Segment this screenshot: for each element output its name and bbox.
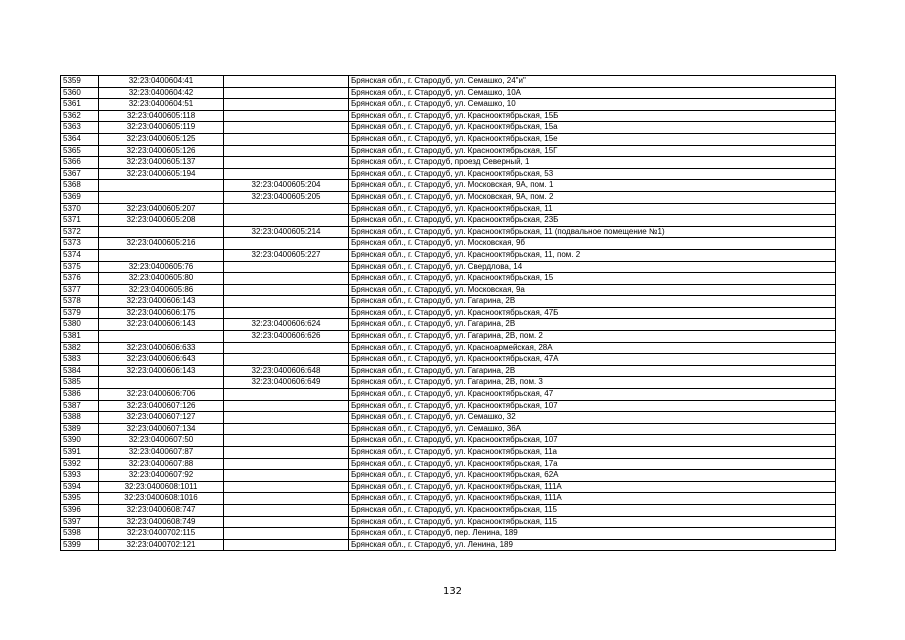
address-cell: Брянская обл., г. Стародуб, ул. Гагарина, 2В, пом. 2 (349, 331, 836, 343)
table-row (61, 331, 836, 343)
row-number-cell: 5396 (61, 504, 99, 516)
table-row (61, 354, 836, 366)
address-cell: Брянская обл., г. Стародуб, ул. Семашко, 32 (349, 412, 836, 424)
cadastral-number-cell: 32:23:0400608:1016 (99, 493, 224, 505)
premises-cadastral-number-cell: 32:23:0400606:626 (224, 331, 349, 343)
cadastral-number-cell: 32:23:0400608:747 (99, 504, 224, 516)
premises-cadastral-number-cell (224, 76, 349, 88)
cadastral-number-cell (99, 180, 224, 192)
table-row (61, 342, 836, 354)
row-number-cell: 5381 (61, 331, 99, 343)
cadastral-number-cell: 32:23:0400604:42 (99, 87, 224, 99)
table-row (61, 319, 836, 331)
address-cell: Брянская обл., г. Стародуб, ул. Краснооктябрьская, 11а (349, 447, 836, 459)
premises-cadastral-number-cell (224, 157, 349, 169)
address-cell: Брянская обл., г. Стародуб, ул. Ленина, 189 (349, 539, 836, 551)
table-row (61, 481, 836, 493)
premises-cadastral-number-cell (224, 99, 349, 111)
row-number-cell: 5361 (61, 99, 99, 111)
page-number: 132 (442, 586, 463, 597)
address-cell: Брянская обл., г. Стародуб, ул. Краснооктябрьская, 111А (349, 481, 836, 493)
premises-cadastral-number-cell: 32:23:0400605:204 (224, 180, 349, 192)
table-row (61, 110, 836, 122)
table-row (61, 435, 836, 447)
premises-cadastral-number-cell (224, 133, 349, 145)
cadastral-number-cell: 32:23:0400605:216 (99, 238, 224, 250)
premises-cadastral-number-cell (224, 342, 349, 354)
premises-cadastral-number-cell (224, 493, 349, 505)
table-row (61, 191, 836, 203)
cadastral-number-cell: 32:23:0400606:175 (99, 307, 224, 319)
address-cell: Брянская обл., г. Стародуб, ул. Краснооктябрьская, 15а (349, 122, 836, 134)
cadastral-number-cell: 32:23:0400606:143 (99, 365, 224, 377)
premises-cadastral-number-cell (224, 284, 349, 296)
row-number-cell: 5382 (61, 342, 99, 354)
row-number-cell: 5373 (61, 238, 99, 250)
cadastral-number-cell: 32:23:0400607:127 (99, 412, 224, 424)
cadastral-number-cell: 32:23:0400606:706 (99, 389, 224, 401)
row-number-cell: 5362 (61, 110, 99, 122)
table-row (61, 76, 836, 88)
cadastral-number-cell: 32:23:0400608:1011 (99, 481, 224, 493)
table-row (61, 389, 836, 401)
premises-cadastral-number-cell: 32:23:0400606:648 (224, 365, 349, 377)
premises-cadastral-number-cell: 32:23:0400606:624 (224, 319, 349, 331)
cadastral-number-cell: 32:23:0400702:121 (99, 539, 224, 551)
row-number-cell: 5377 (61, 284, 99, 296)
cadastral-number-cell: 32:23:0400605:207 (99, 203, 224, 215)
address-cell: Брянская обл., г. Стародуб, ул. Краснооктябрьская, 47А (349, 354, 836, 366)
row-number-cell: 5372 (61, 226, 99, 238)
premises-cadastral-number-cell (224, 447, 349, 459)
table-row (61, 99, 836, 111)
premises-cadastral-number-cell (224, 168, 349, 180)
row-number-cell: 5379 (61, 307, 99, 319)
premises-cadastral-number-cell (224, 423, 349, 435)
cadastral-number-cell: 32:23:0400607:87 (99, 447, 224, 459)
address-cell: Брянская обл., г. Стародуб, ул. Краснооктябрьская, 15 (349, 273, 836, 285)
table-row (61, 168, 836, 180)
table-row (61, 145, 836, 157)
row-number-cell: 5384 (61, 365, 99, 377)
row-number-cell: 5391 (61, 447, 99, 459)
address-cell: Брянская обл., г. Стародуб, ул. Краснооктябрьская, 23Б (349, 215, 836, 227)
cadastral-number-cell: 32:23:0400607:134 (99, 423, 224, 435)
premises-cadastral-number-cell (224, 87, 349, 99)
address-cell: Брянская обл., г. Стародуб, ул. Московская, 9а (349, 284, 836, 296)
registry-table-body (61, 76, 836, 551)
row-number-cell: 5388 (61, 412, 99, 424)
premises-cadastral-number-cell (224, 470, 349, 482)
table-row (61, 423, 836, 435)
premises-cadastral-number-cell: 32:23:0400605:205 (224, 191, 349, 203)
table-row (61, 539, 836, 551)
table-row (61, 296, 836, 308)
address-cell: Брянская обл., г. Стародуб, ул. Краснооктябрьская, 11 (349, 203, 836, 215)
row-number-cell: 5359 (61, 76, 99, 88)
address-cell: Брянская обл., г. Стародуб, ул. Гагарина, 2В (349, 296, 836, 308)
row-number-cell: 5386 (61, 389, 99, 401)
address-cell: Брянская обл., г. Стародуб, ул. Гагарина, 2В (349, 319, 836, 331)
row-number-cell: 5392 (61, 458, 99, 470)
row-number-cell: 5365 (61, 145, 99, 157)
address-cell: Брянская обл., г. Стародуб, ул. Семашко, 24"и" (349, 76, 836, 88)
cadastral-number-cell: 32:23:0400605:137 (99, 157, 224, 169)
table-row (61, 203, 836, 215)
cadastral-number-cell: 32:23:0400605:86 (99, 284, 224, 296)
cadastral-number-cell (99, 226, 224, 238)
registry-table (60, 75, 836, 551)
premises-cadastral-number-cell: 32:23:0400606:649 (224, 377, 349, 389)
cadastral-number-cell: 32:23:0400605:208 (99, 215, 224, 227)
address-cell: Брянская обл., г. Стародуб, ул. Краснооктябрьская, 11 (подвальное помещение №1) (349, 226, 836, 238)
row-number-cell: 5367 (61, 168, 99, 180)
table-row (61, 412, 836, 424)
premises-cadastral-number-cell (224, 273, 349, 285)
premises-cadastral-number-cell (224, 435, 349, 447)
premises-cadastral-number-cell (224, 238, 349, 250)
address-cell: Брянская обл., г. Стародуб, ул. Краснооктябрьская, 62А (349, 470, 836, 482)
table-row (61, 215, 836, 227)
address-cell: Брянская обл., г. Стародуб, ул. Краснооктябрьская, 53 (349, 168, 836, 180)
cadastral-number-cell (99, 377, 224, 389)
table-row (61, 261, 836, 273)
premises-cadastral-number-cell (224, 261, 349, 273)
address-cell: Брянская обл., г. Стародуб, ул. Московская, 9А, пом. 2 (349, 191, 836, 203)
row-number-cell: 5370 (61, 203, 99, 215)
address-cell: Брянская обл., г. Стародуб, ул. Краснооктябрьская, 107 (349, 435, 836, 447)
premises-cadastral-number-cell (224, 203, 349, 215)
premises-cadastral-number-cell (224, 110, 349, 122)
cadastral-number-cell: 32:23:0400608:749 (99, 516, 224, 528)
address-cell: Брянская обл., г. Стародуб, ул. Краснооктябрьская, 15Г (349, 145, 836, 157)
cadastral-number-cell: 32:23:0400606:633 (99, 342, 224, 354)
table-row (61, 157, 836, 169)
row-number-cell: 5383 (61, 354, 99, 366)
row-number-cell: 5395 (61, 493, 99, 505)
premises-cadastral-number-cell (224, 296, 349, 308)
table-row (61, 249, 836, 261)
cadastral-number-cell: 32:23:0400702:115 (99, 528, 224, 540)
row-number-cell: 5398 (61, 528, 99, 540)
premises-cadastral-number-cell: 32:23:0400605:214 (224, 226, 349, 238)
table-row (61, 516, 836, 528)
address-cell: Брянская обл., г. Стародуб, ул. Краснооктябрьская, 47 (349, 389, 836, 401)
premises-cadastral-number-cell (224, 539, 349, 551)
address-cell: Брянская обл., г. Стародуб, пер. Ленина, 189 (349, 528, 836, 540)
address-cell: Брянская обл., г. Стародуб, ул. Краснооктябрьская, 115 (349, 504, 836, 516)
premises-cadastral-number-cell (224, 145, 349, 157)
cadastral-number-cell (99, 249, 224, 261)
address-cell: Брянская обл., г. Стародуб, ул. Краснооктябрьская, 111А (349, 493, 836, 505)
premises-cadastral-number-cell (224, 412, 349, 424)
cadastral-number-cell: 32:23:0400605:118 (99, 110, 224, 122)
address-cell: Брянская обл., г. Стародуб, ул. Краснооктябрьская, 15е (349, 133, 836, 145)
premises-cadastral-number-cell (224, 504, 349, 516)
row-number-cell: 5385 (61, 377, 99, 389)
row-number-cell: 5374 (61, 249, 99, 261)
address-cell: Брянская обл., г. Стародуб, ул. Семашко, 10 (349, 99, 836, 111)
cadastral-number-cell: 32:23:0400606:143 (99, 319, 224, 331)
cadastral-number-cell: 32:23:0400604:41 (99, 76, 224, 88)
address-cell: Брянская обл., г. Стародуб, проезд Северный, 1 (349, 157, 836, 169)
address-cell: Брянская обл., г. Стародуб, ул. Краснооктябрьская, 11, пом. 2 (349, 249, 836, 261)
address-cell: Брянская обл., г. Стародуб, ул. Московская, 9А, пом. 1 (349, 180, 836, 192)
premises-cadastral-number-cell (224, 481, 349, 493)
table-row (61, 238, 836, 250)
row-number-cell: 5380 (61, 319, 99, 331)
address-cell: Брянская обл., г. Стародуб, ул. Красноармейская, 28А (349, 342, 836, 354)
row-number-cell: 5371 (61, 215, 99, 227)
table-row (61, 493, 836, 505)
address-cell: Брянская обл., г. Стародуб, ул. Краснооктябрьская, 47Б (349, 307, 836, 319)
cadastral-number-cell: 32:23:0400606:143 (99, 296, 224, 308)
premises-cadastral-number-cell (224, 354, 349, 366)
cadastral-number-cell: 32:23:0400605:194 (99, 168, 224, 180)
row-number-cell: 5368 (61, 180, 99, 192)
table-row (61, 273, 836, 285)
cadastral-number-cell: 32:23:0400605:119 (99, 122, 224, 134)
cadastral-number-cell (99, 191, 224, 203)
premises-cadastral-number-cell (224, 400, 349, 412)
cadastral-number-cell: 32:23:0400607:50 (99, 435, 224, 447)
table-row (61, 365, 836, 377)
row-number-cell: 5375 (61, 261, 99, 273)
row-number-cell: 5394 (61, 481, 99, 493)
row-number-cell: 5399 (61, 539, 99, 551)
row-number-cell: 5364 (61, 133, 99, 145)
table-row (61, 528, 836, 540)
cadastral-number-cell: 32:23:0400606:643 (99, 354, 224, 366)
row-number-cell: 5393 (61, 470, 99, 482)
premises-cadastral-number-cell (224, 516, 349, 528)
cadastral-number-cell: 32:23:0400605:126 (99, 145, 224, 157)
premises-cadastral-number-cell (224, 389, 349, 401)
table-row (61, 122, 836, 134)
row-number-cell: 5376 (61, 273, 99, 285)
cadastral-number-cell: 32:23:0400607:88 (99, 458, 224, 470)
table-row (61, 377, 836, 389)
row-number-cell: 5360 (61, 87, 99, 99)
table-row (61, 180, 836, 192)
address-cell: Брянская обл., г. Стародуб, ул. Краснооктябрьская, 17а (349, 458, 836, 470)
row-number-cell: 5363 (61, 122, 99, 134)
address-cell: Брянская обл., г. Стародуб, ул. Семашко, 10А (349, 87, 836, 99)
cadastral-number-cell: 32:23:0400605:125 (99, 133, 224, 145)
row-number-cell: 5366 (61, 157, 99, 169)
premises-cadastral-number-cell (224, 215, 349, 227)
cadastral-number-cell (99, 331, 224, 343)
row-number-cell: 5390 (61, 435, 99, 447)
address-cell: Брянская обл., г. Стародуб, ул. Краснооктябрьская, 115 (349, 516, 836, 528)
table-row (61, 307, 836, 319)
premises-cadastral-number-cell (224, 122, 349, 134)
table-row (61, 284, 836, 296)
table-row (61, 447, 836, 459)
table-row (61, 470, 836, 482)
table-row (61, 133, 836, 145)
premises-cadastral-number-cell (224, 458, 349, 470)
row-number-cell: 5378 (61, 296, 99, 308)
address-cell: Брянская обл., г. Стародуб, ул. Краснооктябрьская, 107 (349, 400, 836, 412)
table-row (61, 226, 836, 238)
row-number-cell: 5369 (61, 191, 99, 203)
cadastral-number-cell: 32:23:0400605:76 (99, 261, 224, 273)
cadastral-number-cell: 32:23:0400607:126 (99, 400, 224, 412)
address-cell: Брянская обл., г. Стародуб, ул. Московская, 9б (349, 238, 836, 250)
premises-cadastral-number-cell (224, 528, 349, 540)
row-number-cell: 5389 (61, 423, 99, 435)
cadastral-number-cell: 32:23:0400604:51 (99, 99, 224, 111)
cadastral-number-cell: 32:23:0400605:80 (99, 273, 224, 285)
table-row (61, 400, 836, 412)
address-cell: Брянская обл., г. Стародуб, ул. Краснооктябрьская, 15Б (349, 110, 836, 122)
premises-cadastral-number-cell (224, 307, 349, 319)
address-cell: Брянская обл., г. Стародуб, ул. Семашко, 36А (349, 423, 836, 435)
row-number-cell: 5387 (61, 400, 99, 412)
address-cell: Брянская обл., г. Стародуб, ул. Гагарина, 2В, пом. 3 (349, 377, 836, 389)
address-cell: Брянская обл., г. Стародуб, ул. Гагарина, 2В (349, 365, 836, 377)
table-row (61, 504, 836, 516)
table-row (61, 458, 836, 470)
table-row (61, 87, 836, 99)
premises-cadastral-number-cell: 32:23:0400605:227 (224, 249, 349, 261)
address-cell: Брянская обл., г. Стародуб, ул. Свердлова, 14 (349, 261, 836, 273)
cadastral-number-cell: 32:23:0400607:92 (99, 470, 224, 482)
row-number-cell: 5397 (61, 516, 99, 528)
